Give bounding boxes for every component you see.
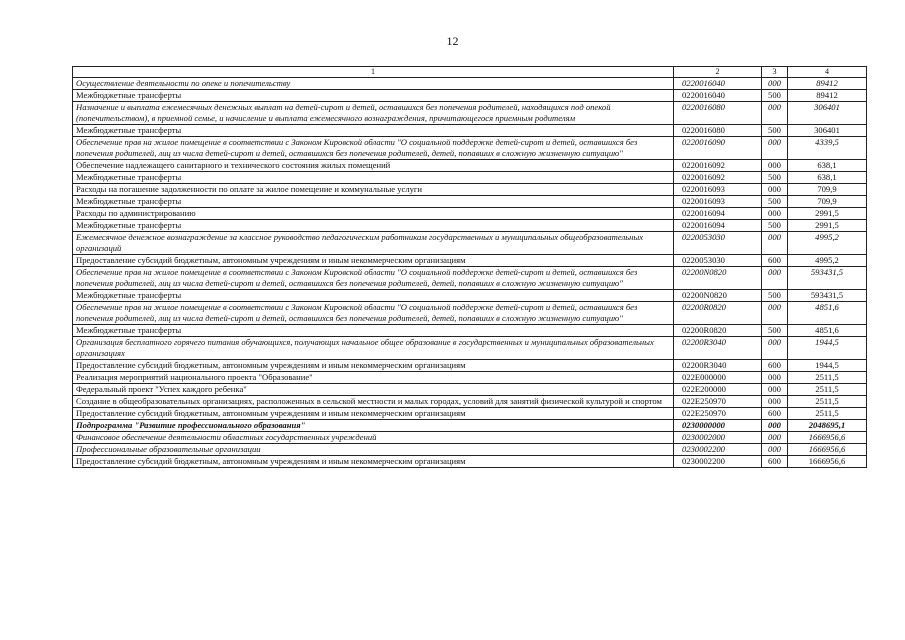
expense-name-cell: Финансовое обеспечение деятельности областных государственных учреждений bbox=[73, 432, 674, 444]
amount-cell: 4995,2 bbox=[788, 255, 867, 267]
expense-name-cell: Обеспечение надлежащего санитарного и технического состояния жилых помещений bbox=[73, 160, 674, 172]
expense-type-cell: 000 bbox=[762, 337, 788, 360]
table-row bbox=[73, 396, 867, 408]
table-row bbox=[73, 325, 867, 337]
expense-type-cell: 600 bbox=[762, 255, 788, 267]
expense-type-cell: 000 bbox=[762, 137, 788, 160]
budget-code-cell: 0220016040 bbox=[674, 90, 762, 102]
budget-code-cell: 0220016092 bbox=[674, 172, 762, 184]
table-row bbox=[73, 302, 867, 325]
amount-cell: 2048695,1 bbox=[788, 420, 867, 432]
budget-code-cell: 02200R3040 bbox=[674, 360, 762, 372]
budget-code-cell: 02200R0820 bbox=[674, 302, 762, 325]
budget-code-cell: 0220053030 bbox=[674, 232, 762, 255]
expense-type-cell: 000 bbox=[762, 267, 788, 290]
column-number-header-row bbox=[73, 67, 867, 78]
amount-cell: 2991,5 bbox=[788, 208, 867, 220]
expense-type-cell: 000 bbox=[762, 160, 788, 172]
budget-code-cell: 0220016094 bbox=[674, 220, 762, 232]
expense-type-cell: 600 bbox=[762, 456, 788, 468]
table-row bbox=[73, 220, 867, 232]
expense-name-cell: Межбюджетные трансферты bbox=[73, 172, 674, 184]
expense-type-cell: 000 bbox=[762, 372, 788, 384]
expense-type-cell: 500 bbox=[762, 325, 788, 337]
amount-cell: 709,9 bbox=[788, 196, 867, 208]
budget-code-cell: 0230002000 bbox=[674, 432, 762, 444]
budget-code-cell: 0230002200 bbox=[674, 456, 762, 468]
table-row bbox=[73, 384, 867, 396]
expense-name-cell: Осуществление деятельности по опеке и попечительству bbox=[73, 78, 674, 90]
amount-cell: 1666956,6 bbox=[788, 444, 867, 456]
expense-type-cell: 000 bbox=[762, 444, 788, 456]
amount-cell: 1666956,6 bbox=[788, 432, 867, 444]
expense-name-cell: Организация бесплатного горячего питания обучающихся, получающих начальное общее образование в государственных и муниципальных образовательных организациях bbox=[73, 337, 674, 360]
expense-name-cell: Расходы на погашение задолженности по оплате за жилое помещение и коммунальные услуги bbox=[73, 184, 674, 196]
expense-type-cell: 000 bbox=[762, 78, 788, 90]
table-row bbox=[73, 420, 867, 432]
expense-name-cell: Межбюджетные трансферты bbox=[73, 90, 674, 102]
expense-type-cell: 000 bbox=[762, 302, 788, 325]
table-row bbox=[73, 337, 867, 360]
expense-name-cell: Обеспечение прав на жилое помещение в соответствии с Законом Кировской области "О социальной поддержке детей-сирот и детей, оставшихся без попечения родителей, лиц из числа детей-сирот и детей, оставшихся без попечения родителей, детей, попавших в сложную жизненную ситуацию" bbox=[73, 267, 674, 290]
expense-type-cell: 000 bbox=[762, 232, 788, 255]
column-1-header: 1 bbox=[73, 67, 674, 78]
budget-code-cell: 02200N0820 bbox=[674, 267, 762, 290]
amount-cell: 638,1 bbox=[788, 172, 867, 184]
table-row bbox=[73, 172, 867, 184]
budget-table-body bbox=[73, 67, 867, 468]
expense-name-cell: Межбюджетные трансферты bbox=[73, 220, 674, 232]
expense-name-cell: Предоставление субсидий бюджетным, автономным учреждениям и иным некоммерческим организациям bbox=[73, 360, 674, 372]
table-row bbox=[73, 196, 867, 208]
table-row bbox=[73, 125, 867, 137]
expense-type-cell: 500 bbox=[762, 290, 788, 302]
amount-cell: 4995,2 bbox=[788, 232, 867, 255]
table-row bbox=[73, 184, 867, 196]
budget-code-cell: 0220016080 bbox=[674, 102, 762, 125]
amount-cell: 593431,5 bbox=[788, 267, 867, 290]
amount-cell: 4851,6 bbox=[788, 302, 867, 325]
expense-name-cell: Обеспечение прав на жилое помещение в соответствии с Законом Кировской области "О социальной поддержке детей-сирот и детей, оставшихся без попечения родителей, лиц из числа детей-сирот и детей, оставшихся без попечения родителей, детей, попавших в сложную жизненную ситуацию" bbox=[73, 302, 674, 325]
expense-name-cell: Предоставление субсидий бюджетным, автономным учреждениям и иным некоммерческим организациям bbox=[73, 255, 674, 267]
budget-code-cell: 022E200000 bbox=[674, 384, 762, 396]
expense-name-cell: Федеральный проект "Успех каждого ребенка" bbox=[73, 384, 674, 396]
budget-code-cell: 0220016090 bbox=[674, 137, 762, 160]
expense-type-cell: 000 bbox=[762, 396, 788, 408]
table-row bbox=[73, 372, 867, 384]
amount-cell: 306401 bbox=[788, 102, 867, 125]
expense-type-cell: 000 bbox=[762, 102, 788, 125]
table-row bbox=[73, 90, 867, 102]
amount-cell: 2511,5 bbox=[788, 384, 867, 396]
amount-cell: 2991,5 bbox=[788, 220, 867, 232]
amount-cell: 1944,5 bbox=[788, 337, 867, 360]
expense-type-cell: 600 bbox=[762, 408, 788, 420]
expense-name-cell: Межбюджетные трансферты bbox=[73, 325, 674, 337]
budget-code-cell: 0230002200 bbox=[674, 444, 762, 456]
page-number: 12 bbox=[446, 34, 459, 48]
amount-cell: 2511,5 bbox=[788, 372, 867, 384]
table-row bbox=[73, 137, 867, 160]
expense-type-cell: 500 bbox=[762, 125, 788, 137]
amount-cell: 2511,5 bbox=[788, 396, 867, 408]
amount-cell: 709,9 bbox=[788, 184, 867, 196]
expense-type-cell: 000 bbox=[762, 420, 788, 432]
expense-type-cell: 500 bbox=[762, 172, 788, 184]
amount-cell: 593431,5 bbox=[788, 290, 867, 302]
table-row bbox=[73, 267, 867, 290]
expense-name-cell: Межбюджетные трансферты bbox=[73, 290, 674, 302]
expense-name-cell: Обеспечение прав на жилое помещение в соответствии с Законом Кировской области "О социальной поддержке детей-сирот и детей, оставшихся без попечения родителей, лиц из числа детей-сирот и детей, оставшихся без попечения родителей, детей, попавших в сложную жизненную ситуацию" bbox=[73, 137, 674, 160]
budget-code-cell: 022E000000 bbox=[674, 372, 762, 384]
table-row bbox=[73, 408, 867, 420]
budget-code-cell: 022E250970 bbox=[674, 396, 762, 408]
column-2-header: 2 bbox=[674, 67, 762, 78]
expense-name-cell: Предоставление субсидий бюджетным, автономным учреждениям и иным некоммерческим организациям bbox=[73, 408, 674, 420]
table-row bbox=[73, 432, 867, 444]
budget-code-cell: 0220016092 bbox=[674, 160, 762, 172]
amount-cell: 89412 bbox=[788, 78, 867, 90]
amount-cell: 4339,5 bbox=[788, 137, 867, 160]
budget-code-cell: 0220016040 bbox=[674, 78, 762, 90]
column-4-header: 4 bbox=[788, 67, 867, 78]
table-row bbox=[73, 255, 867, 267]
expense-name-cell: Межбюджетные трансферты bbox=[73, 196, 674, 208]
table-row bbox=[73, 208, 867, 220]
amount-cell: 638,1 bbox=[788, 160, 867, 172]
expense-name-cell: Реализация мероприятий национального проекта "Образование" bbox=[73, 372, 674, 384]
budget-code-cell: 022E250970 bbox=[674, 408, 762, 420]
table-row bbox=[73, 160, 867, 172]
expense-type-cell: 000 bbox=[762, 184, 788, 196]
expense-type-cell: 000 bbox=[762, 384, 788, 396]
amount-cell: 4851,6 bbox=[788, 325, 867, 337]
expense-name-cell: Расходы по администрированию bbox=[73, 208, 674, 220]
budget-code-cell: 0220053030 bbox=[674, 255, 762, 267]
expense-type-cell: 600 bbox=[762, 360, 788, 372]
table-row bbox=[73, 102, 867, 125]
budget-code-cell: 0220016093 bbox=[674, 184, 762, 196]
expense-name-cell: Межбюджетные трансферты bbox=[73, 125, 674, 137]
budget-code-cell: 0220016093 bbox=[674, 196, 762, 208]
amount-cell: 2511,5 bbox=[788, 408, 867, 420]
table-row bbox=[73, 456, 867, 468]
budget-table bbox=[72, 66, 867, 468]
table-row bbox=[73, 444, 867, 456]
budget-code-cell: 0220016094 bbox=[674, 208, 762, 220]
expense-name-cell: Предоставление субсидий бюджетным, автономным учреждениям и иным некоммерческим организациям bbox=[73, 456, 674, 468]
amount-cell: 1666956,6 bbox=[788, 456, 867, 468]
amount-cell: 306401 bbox=[788, 125, 867, 137]
budget-code-cell: 0220016080 bbox=[674, 125, 762, 137]
expense-name-cell: Создание в общеобразовательных организациях, расположенных в сельской местности и малых городах, условий для занятий физической культурой и спортом bbox=[73, 396, 674, 408]
expense-name-cell: Профессиональные образовательные организации bbox=[73, 444, 674, 456]
column-3-header: 3 bbox=[762, 67, 788, 78]
table-row bbox=[73, 360, 867, 372]
budget-code-cell: 02200R0820 bbox=[674, 325, 762, 337]
budget-code-cell: 0230000000 bbox=[674, 420, 762, 432]
table-row bbox=[73, 78, 867, 90]
table-row bbox=[73, 290, 867, 302]
expense-name-cell: Подпрограмма "Развитие профессионального образования" bbox=[73, 420, 674, 432]
expense-name-cell: Ежемесячное денежное вознаграждение за классное руководство педагогическим работникам государственных и муниципальных общеобразовательных организаций bbox=[73, 232, 674, 255]
expense-type-cell: 000 bbox=[762, 432, 788, 444]
table-row bbox=[73, 232, 867, 255]
expense-name-cell: Назначение и выплата ежемесячных денежных выплат на детей-сирот и детей, оставшихся без попечения родителей, находящихся под опекой (попечительством), в приемной семье, и начисление и выплата ежемесячного вознаграждения, причитающегося приемным родителям bbox=[73, 102, 674, 125]
expense-type-cell: 500 bbox=[762, 196, 788, 208]
budget-code-cell: 02200R3040 bbox=[674, 337, 762, 360]
expense-type-cell: 500 bbox=[762, 90, 788, 102]
expense-type-cell: 500 bbox=[762, 220, 788, 232]
amount-cell: 1944,5 bbox=[788, 360, 867, 372]
amount-cell: 89412 bbox=[788, 90, 867, 102]
expense-type-cell: 000 bbox=[762, 208, 788, 220]
budget-code-cell: 02200N0820 bbox=[674, 290, 762, 302]
